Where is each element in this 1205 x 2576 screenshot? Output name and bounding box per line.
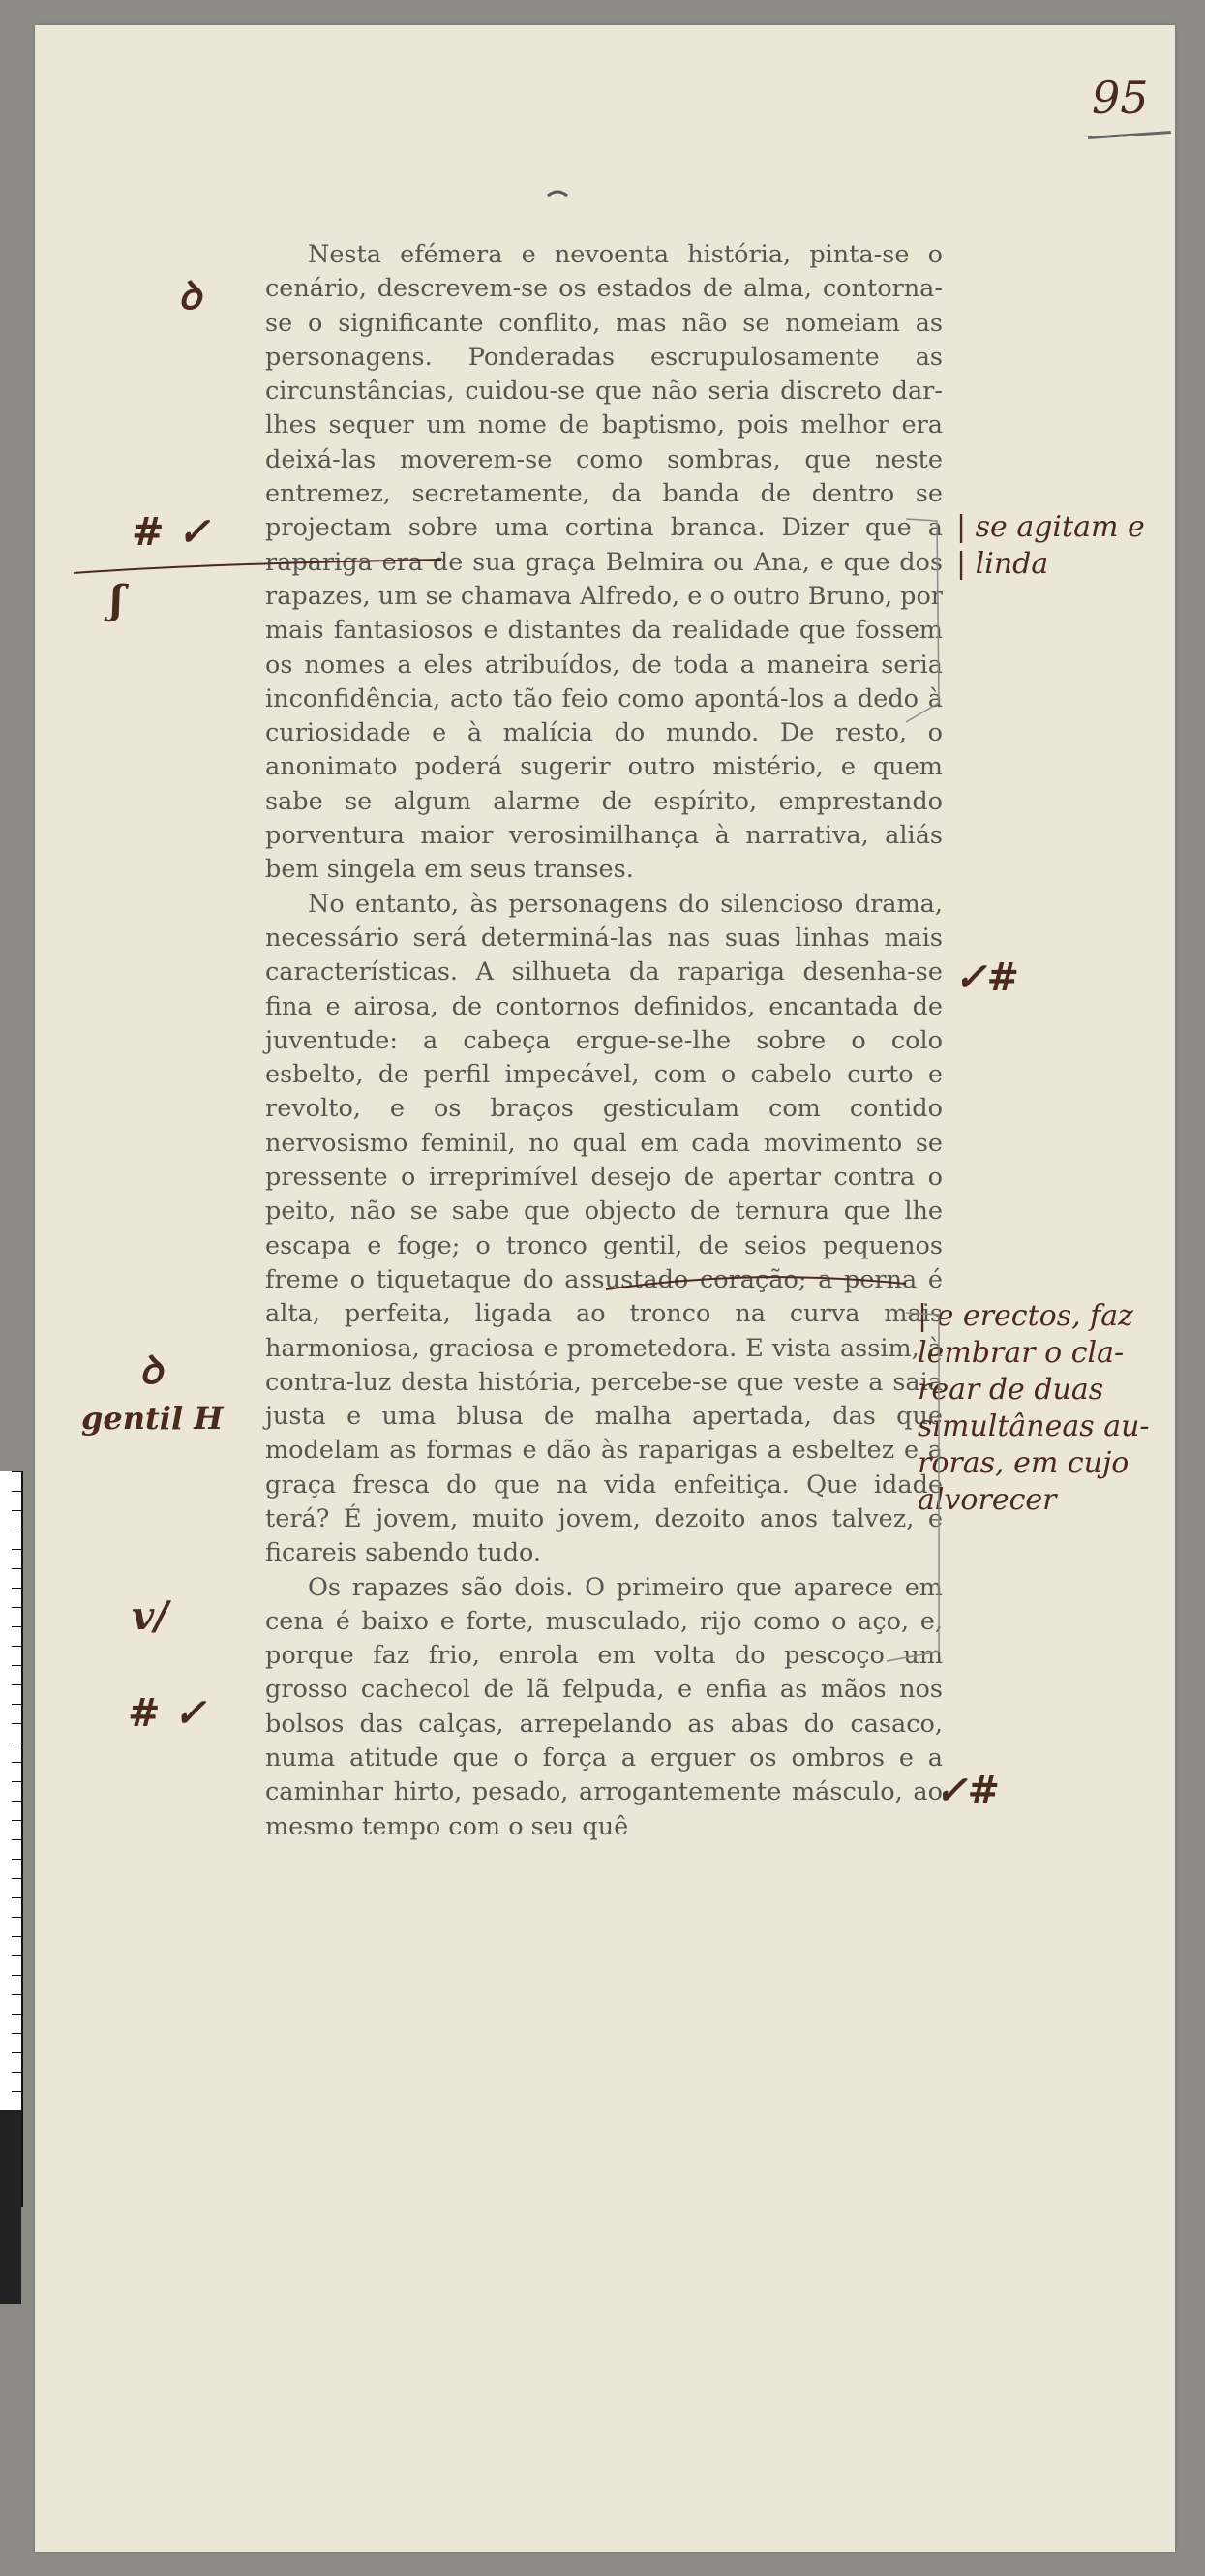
scale-tick	[12, 1955, 21, 1956]
margin-mark-space: # ✓	[132, 509, 210, 555]
scale-tick	[12, 1994, 21, 1995]
scale-tick	[12, 1704, 21, 1705]
scale-tick	[12, 2072, 21, 2073]
margin-mark-space-2: # ✓	[128, 1690, 206, 1736]
scale-tick	[12, 1491, 21, 1492]
margin-note-line: lembrar o cla-	[918, 1336, 1125, 1370]
scale-tick	[12, 1781, 21, 1782]
bracket-stroke	[906, 519, 939, 722]
margin-note-line: | se agitam e	[956, 510, 1145, 544]
scale-tick	[12, 1549, 21, 1550]
ink-smudge	[548, 192, 567, 196]
scale-tick	[12, 1762, 21, 1763]
margin-note-line: simultâneas au-	[918, 1409, 1150, 1443]
margin-note-gentil: gentil H	[81, 1400, 224, 1437]
paragraph-1: Nesta efémera e nevoenta história, pinta-se o cenário, descrevem-se os estados de alma, contorna-se o significante conflito, mas não se nomeiam as personagens. Ponderadas escrupulosamente as circunstâncias, cuidou-se que não seria discreto dar-lhes sequer um nome de baptismo, pois melhor era deixá-las moverem-se como sombras, que neste entremez, secretamente, da banda de dentro se projectam sobre uma cortina branca. Dizer que a rapariga era de sua graça Belmira ou Ana, e que dos rapazes, um se chamava Alfredo, e o outro Bruno, por mais fantasiosos e distantes da realidade que fossem os nomes a eles atribuídos, de toda a maneira seria inconfidência, acto tão feio como apontá-los a dedo à curiosidade e à malícia do mundo. De resto, o anonimato poderá sugerir outro mistério, e quem sabe se algum alarme de espírito, emprestando porventura maior verosimilhança à narrativa, aliás bem singela em seus transes.	[265, 240, 943, 885]
scale-tick	[12, 1684, 21, 1685]
scale-tick	[12, 1839, 21, 1840]
scale-tick	[12, 1646, 21, 1647]
bracket-stroke	[887, 1313, 939, 1661]
scale-tick	[12, 1588, 21, 1589]
insertion-stroke	[606, 1277, 906, 1289]
paragraph-2: No entanto, às personagens do silencioso drama, necessário será determiná-las nas suas linhas mais características. A silhueta da rapariga desenha-se fina e airosa, de contornos definidos, encantada de juventude: a cabeça ergue-se-lhe sobre o colo esbelto, de perfil impecável, com o cabelo curto e revolto, e os braços gesticulam com contido nervosismo feminil, no qual em cada movimento se pressente o irreprimível desejo de apertar contra o peito, não se sabe que objecto de ternura que lhe escapa e foge; o tronco gentil, de seios pequenos freme o tiquetaque do assustado coração; a perna é alta, perfeita, ligada ao tronco na curva mais harmoniosa, graciosa e prometedora. E vista assim, à contra-luz desta história, percebe-se que veste a saia justa e uma blusa de malha apertada, das que modelam as formas e dão às raparigas a esbeltez e a graça fresca do que na vida enfeitiça. Que idade terá? É jovem, muito jovem, dezoito anos talvez, e ficareis sabendo tudo.	[265, 889, 943, 1568]
scale-tick	[12, 1936, 21, 1937]
scale-tick	[12, 1568, 21, 1569]
margin-note-line: | e erectos, faz	[918, 1299, 1133, 1333]
page-number: 95	[1092, 72, 1149, 124]
margin-mark-right-2: ✓#	[935, 1768, 1001, 1813]
margin-mark-paragraph-1: ꝺ	[178, 273, 201, 318]
margin-mark-right-1: ✓#	[954, 955, 1020, 1000]
scale-tick	[12, 1510, 21, 1511]
margin-note-line: roras, em cujo	[918, 1446, 1130, 1480]
scale-tick	[12, 2033, 21, 2034]
scale-tick	[12, 2014, 21, 2015]
margin-note-line: | linda	[956, 547, 1049, 581]
scale-tick	[12, 1820, 21, 1821]
scale-tick	[12, 1859, 21, 1860]
margin-mark-transpose: ʃ	[110, 577, 124, 622]
paragraph-3: Os rapazes são dois. O primeiro que aparece em cena é baixo e forte, musculado, rijo como o aço, e, porque faz frio, enrola em volta do pescoço um grosso cachecol de lã felpuda, e enfia as mãos nos bolsos das calças, arrepelando as abas do casaco, numa atitude que o força a erguer os ombros e a caminhar hirto, pesado, arrogantemente másculo, ao mesmo tempo com o seu quê	[265, 1572, 943, 1841]
scale-tick	[12, 1975, 21, 1976]
transpose-stroke	[74, 560, 441, 573]
scale-tick	[12, 1626, 21, 1627]
scale-tick	[12, 2052, 21, 2053]
scale-tick	[12, 1723, 21, 1724]
margin-mark-paragraph-2: ꝺ	[139, 1348, 163, 1393]
margin-note-line: rear de duas	[918, 1373, 1104, 1407]
scale-tick	[12, 1878, 21, 1879]
scale-tick	[12, 1665, 21, 1666]
scale-dark-segment	[0, 2110, 21, 2304]
margin-mark-v: v/	[132, 1593, 168, 1639]
measurement-scale	[0, 1471, 23, 2207]
scale-tick	[12, 1801, 21, 1802]
scale-tick	[12, 1897, 21, 1898]
scale-tick	[12, 1917, 21, 1918]
margin-note-line: alvorecer	[918, 1483, 1057, 1517]
manuscript-page	[35, 25, 1175, 2552]
proofreading-strokes	[35, 25, 1175, 2552]
scale-tick	[12, 1607, 21, 1608]
scale-tick	[12, 2091, 21, 2092]
scale-tick	[12, 1471, 21, 1472]
